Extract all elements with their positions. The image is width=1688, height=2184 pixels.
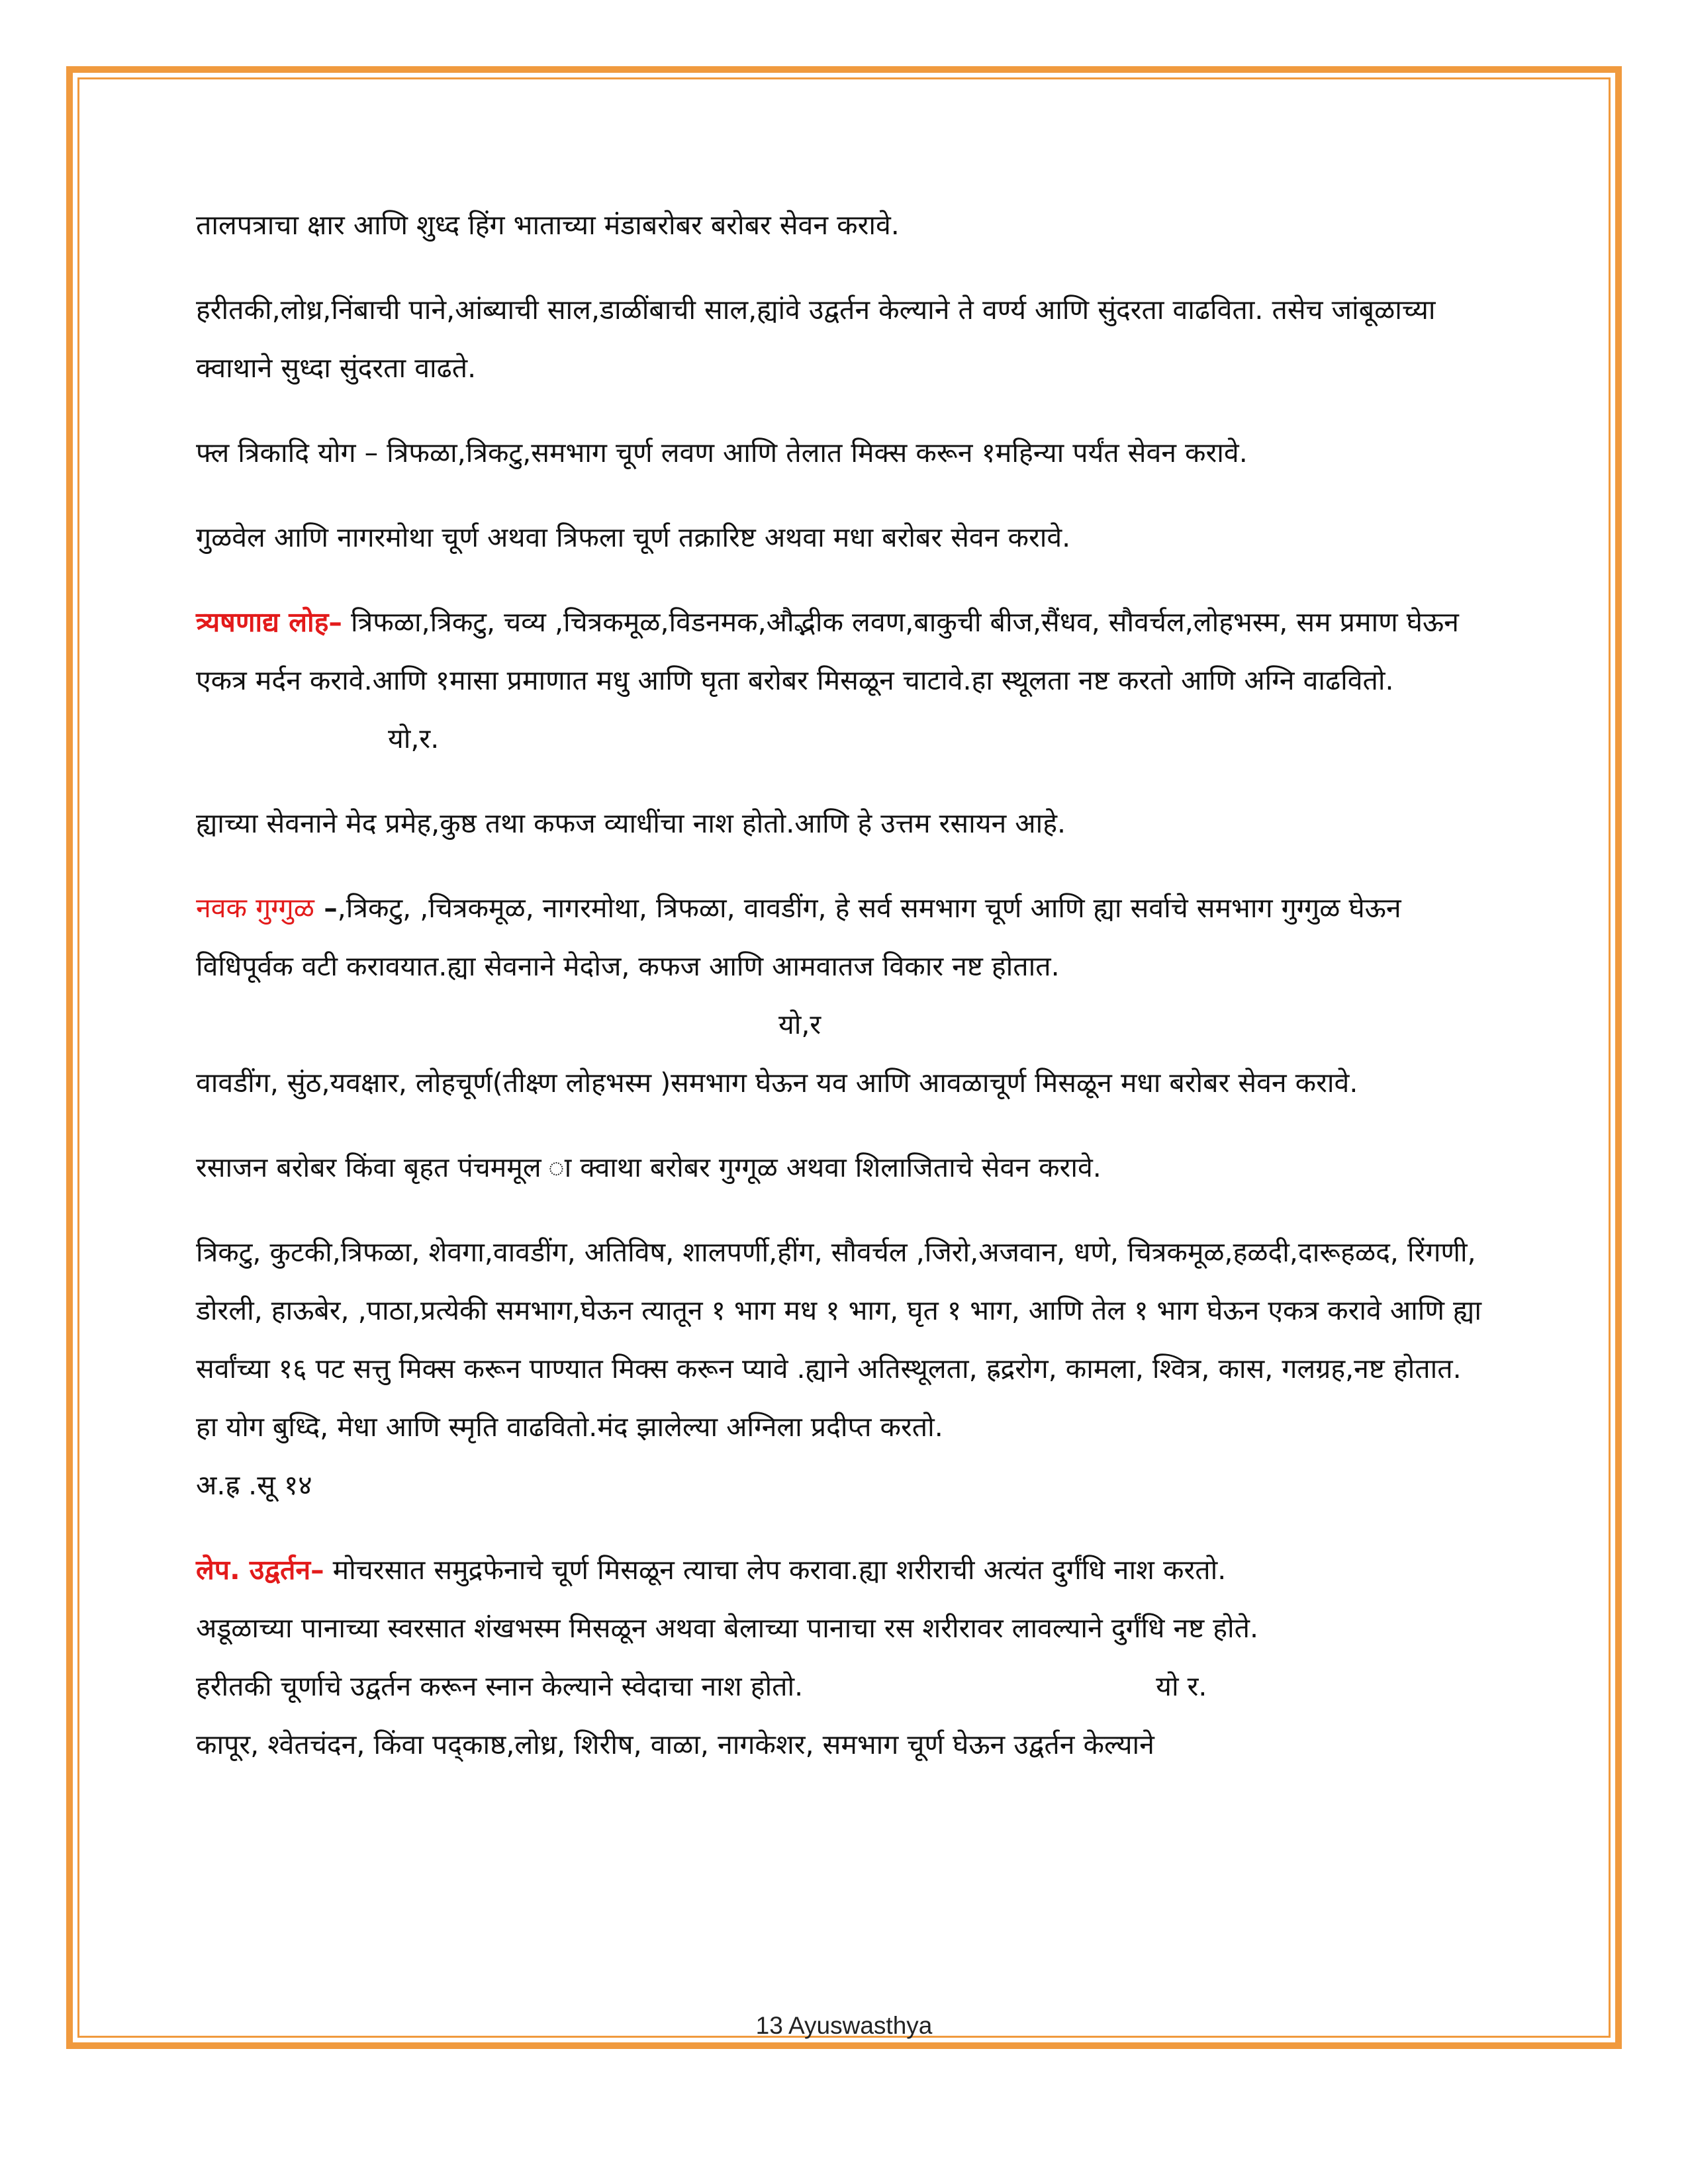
paragraph-8: वावडींग, सुंठ,यवक्षार, लोहचूर्ण(तीक्ष्ण लोहभस्म )समभाग घेऊन यव आणि आवळाचूर्ण मिसळून मधा बरोबर सेवन करावे. [196, 1067, 1358, 1099]
paragraph-2: हरीतकी,लोध्र,निंबाची पाने,आंब्याची साल,डाळींबाची साल,ह्यांवे उद्वर्तन केल्याने ते वर्ण्य आणि सुंदरता वाढविता. तसेच जांबूळाच्या क्वाथाने सुध्दा सुंदरता वाढते. [196, 294, 1436, 384]
paragraph-14: कापूर, श्वेतचंदन, किंवा पद्काष्ठ,लोध्र, शिरीष, वाळा, नागकेशर, समभाग चूर्ण घेऊन उद्वर्तन केल्याने [196, 1729, 1154, 1760]
paragraph-7 [196, 879, 1489, 1054]
paragraph-5 [196, 593, 1489, 768]
paragraph-13 [196, 1657, 1489, 1715]
heading-dash: – [314, 892, 338, 924]
heading-lepa-udvartana: लेप. उद्वर्तन [196, 1554, 311, 1586]
paragraph-13-text: हरीतकी चूर्णाचे उद्वर्तन करून स्नान केल्याने स्वेदाचा नाश होतो. [196, 1670, 804, 1702]
paragraph-1: तालपत्राचा क्षार आणि शुध्द हिंग भाताच्या मंडाबरोबर बरोबर सेवन करावे. [196, 209, 900, 241]
document-body [196, 196, 1489, 1774]
paragraph-10: त्रिकटु, कुटकी,त्रिफळा, शेवगा,वावडींग, अतिविष, शालपर्णी,हींग, सौवर्चल ,जिरो,अजवान, धणे, चित्रकमूळ,हळदी,दारूहळद, रिंगणी, डोरली, हाऊबेर, ,पाठा,प्रत्येकी समभाग,घेऊन त्यातून १ भाग मध १ भाग, घृत १ भाग, आणि तेल १ भाग घेऊन एकत्र करावे आणि ह्या सर्वांच्या १६ पट सत्तु मिक्स करून पाण्यात मिक्स करून प्यावे .ह्याने अतिस्थूलता, ह्रद्ररोग, कामला, श्वित्र, कास, गलग्रह,नष्ट होतात. हा योग बुध्दि, मेधा आणि स्मृति वाढवितो.मंद झालेल्या अग्निला प्रदीप्त करतो. [196, 1236, 1481, 1443]
heading-dash: – [328, 606, 342, 638]
reference-yo-ra: यो,र. [388, 723, 440, 754]
reference-yo-ra: यो र. [1156, 1670, 1207, 1702]
paragraph-3: फ्ल त्रिकादि योग – त्रिफळा,त्रिकटु,समभाग चूर्ण लवण आणि तेलात मिक्स करून १महिन्या पर्यंत सेवन करावे. [196, 437, 1248, 469]
reference-ashtanga-hridaya: अ.ह्र .सू १४ [196, 1469, 312, 1501]
heading-dash: – [310, 1554, 324, 1586]
paragraph-12: अडूळाच्या पानाच्या स्वरसात शंखभस्म मिसळून अथवा बेलाच्या पानाचा रस शरीरावर लावल्याने दुर्गंधि नष्ट होते. [196, 1612, 1259, 1644]
paragraph-11-text: मोचरसात समुद्रफेनाचे चूर्ण मिसळून त्याचा लेप करावा.ह्या शरीराची अत्यंत दुर्गंधि नाश करतो. [324, 1554, 1227, 1586]
heading-navaka-guggul: नवक गुग्गुळ [196, 892, 314, 924]
heading-tryushanadya-loha: त्र्यषणाद्य लोह [196, 606, 329, 638]
paragraph-5-text: त्रिफळा,त्रिकटु, चव्य ,चित्रकमूळ,विडनमक,औद्भीक लवण,बाकुची बीज,सैंधव, सौवर्चल,लोहभस्म, सम प्रमाण घेऊन एकत्र मर्दन करावे.आणि १मासा प्रमाणात मधु आणि घृता बरोबर मिसळून चाटावे.हा स्थूलता नष्ट करतो आणि अग्नि वाढवितो. [196, 606, 1459, 696]
paragraph-9: रसाजन बरोबर किंवा बृहत पंचममूल ा क्वाथा बरोबर गुग्गूळ अथवा शिलाजिताचे सेवन करावे. [196, 1152, 1102, 1183]
paragraph-7-text: ,त्रिकटु, ,चित्रकमूळ, नागरमोथा, त्रिफळा, वावडींग, हे सर्व समभाग चूर्ण आणि ह्या सर्वाचे समभाग गुग्गुळ घेऊन विधिपूर्वक वटी करावयात.ह्या सेवनाने मेदोज, कफज आणि आमवातज विकार नष्ट होतात. [196, 892, 1401, 982]
paragraph-4: गुळवेल आणि नागरमोथा चूर्ण अथवा त्रिफला चूर्ण तक्रारिष्ट अथवा मधा बरोबर सेवन करावे. [196, 522, 1071, 553]
paragraph-11 [196, 1541, 1489, 1599]
paragraph-6: ह्याच्या सेवनाने मेद प्रमेह,कुष्ठ तथा कफज व्याधींचा नाश होतो.आणि हे उत्तम रसायन आहे. [196, 807, 1066, 839]
page-footer: 13 Ayuswasthya [755, 2012, 933, 2039]
reference-yo-ra: यो,र [778, 1009, 821, 1040]
